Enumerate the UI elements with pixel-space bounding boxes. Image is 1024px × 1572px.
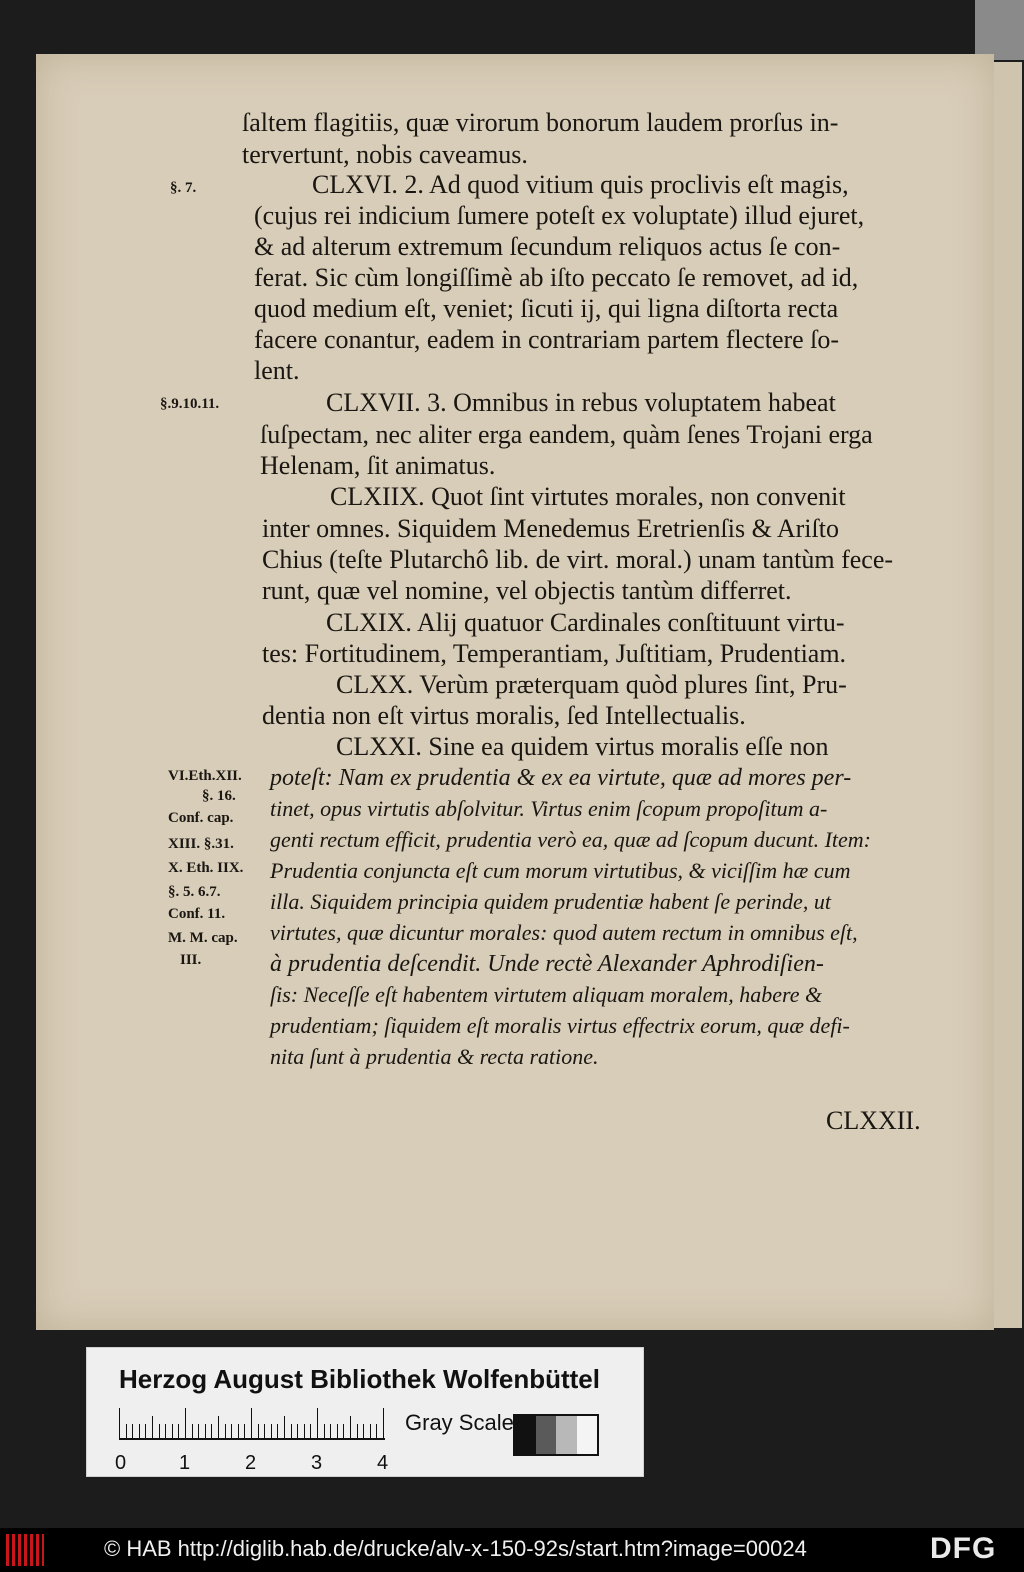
ruler-tick <box>218 1416 219 1438</box>
ruler-tick <box>238 1424 239 1438</box>
ruler-tick <box>310 1424 311 1438</box>
text-line: nita ſunt à prudentia & recta ratione. <box>270 1044 599 1069</box>
margin-note: X. Eth. IIX. <box>168 860 244 876</box>
ruler-tick <box>126 1424 127 1438</box>
ruler-tick <box>231 1424 232 1438</box>
ruler-tick <box>264 1424 265 1438</box>
ruler-tick <box>198 1424 199 1438</box>
facing-page-edge <box>994 62 1022 1328</box>
text-line: facere conantur, eadem in contrariam partem flectere ſo- <box>254 325 840 354</box>
ruler-tick <box>178 1424 179 1438</box>
text-line: & ad alterum extremum ſecundum reliquos actus ſe con- <box>254 232 841 261</box>
color-calibration-card <box>86 1347 644 1477</box>
footer-url[interactable]: © HAB http://diglib.hab.de/drucke/alv-x-150-92s/start.htm?image=00024 <box>104 1536 807 1561</box>
text-line: lent. <box>254 356 300 385</box>
margin-note: Conf. cap. <box>168 810 234 826</box>
gray-swatch-cell <box>577 1416 598 1454</box>
ruler-tick <box>152 1416 153 1438</box>
text-line: prudentiam; ſiquidem eſt moralis virtus effectrix eorum, quæ defi- <box>270 1013 850 1038</box>
gray-swatch-cell <box>515 1416 536 1454</box>
text-line: ferat. Sic cùm longiſſimè ab iſto peccato ſe removet, ad id, <box>254 263 859 292</box>
ruler-tick <box>271 1424 272 1438</box>
ruler-tick <box>165 1424 166 1438</box>
ruler-tick <box>357 1424 358 1438</box>
ruler-tick <box>205 1424 206 1438</box>
text-line: CLXX. Verùm præterquam quòd plures ſint, Pru- <box>336 670 847 699</box>
ruler-tick <box>284 1416 285 1438</box>
ruler-tick <box>304 1424 305 1438</box>
gray-scale-label: Gray Scale <box>405 1410 514 1435</box>
text-line: virtutes, quæ dicuntur morales: quod autem rectum in omnibus eſt, <box>270 920 858 945</box>
ruler-tick <box>324 1424 325 1438</box>
margin-note: §.9.10.11. <box>160 396 220 412</box>
text-line: CLXXI. Sine ea quidem virtus moralis eſſe non <box>336 732 829 761</box>
ruler-tick <box>376 1424 377 1438</box>
text-line: Prudentia conjuncta eſt cum morum virtutibus, & viciſſim hæ cum <box>270 858 851 883</box>
ruler-tick <box>225 1424 226 1438</box>
ruler-tick <box>363 1424 364 1438</box>
text-line: inter omnes. Siquidem Menedemus Eretrienſis & Ariſto <box>262 514 839 543</box>
text-line: ſis: Neceſſe eſt habentem virtutem aliquam moralem, habere & <box>270 982 823 1007</box>
gray-swatch-cell <box>536 1416 557 1454</box>
book-page <box>36 54 994 1330</box>
barcode-icon <box>6 1534 44 1566</box>
text-line: CLXVI. 2. Ad quod vitium quis proclivis eſt magis, <box>312 170 849 199</box>
margin-note: §. 16. <box>202 788 236 804</box>
gray-swatch-cell <box>556 1416 577 1454</box>
ruler-tick <box>159 1424 160 1438</box>
text-line: runt, quæ vel nomine, vel objectis tantùm differret. <box>262 576 792 605</box>
ruler-tick <box>132 1424 133 1438</box>
ruler-tick <box>185 1408 186 1438</box>
text-line: Chius (teſte Plutarchô lib. de virt. moral.) unam tantùm fece- <box>262 545 894 574</box>
text-line: (cujus rei indicium ſumere poteſt ex voluptate) illud ejuret, <box>254 201 865 230</box>
ruler-tick <box>211 1424 212 1438</box>
text-line: illa. Siquidem principia quidem prudentiæ habent ſe perinde, ut <box>270 889 831 914</box>
ruler-tick <box>317 1408 318 1438</box>
library-name: Herzog August Bibliothek Wolfenbüttel <box>119 1364 600 1394</box>
scale-number: 3 <box>311 1452 323 1474</box>
ruler-tick <box>145 1424 146 1438</box>
ruler-tick <box>383 1408 384 1438</box>
gray-scale-swatch <box>513 1414 599 1456</box>
margin-note: VI.Eth.XII. <box>168 768 242 784</box>
margin-note: M. M. cap. <box>168 930 238 946</box>
margin-note: XIII. §.31. <box>168 836 234 852</box>
text-line: tervertunt, nobis caveamus. <box>242 140 528 169</box>
text-line: quod medium eſt, veniet; ſicuti ij, qui ligna diſtorta recta <box>254 294 839 323</box>
ruler-tick <box>330 1424 331 1438</box>
ruler-tick <box>297 1424 298 1438</box>
scale-ruler <box>119 1406 385 1440</box>
ruler-tick <box>244 1424 245 1438</box>
dfg-logo: DFG <box>930 1532 997 1565</box>
ruler-tick <box>350 1416 351 1438</box>
ruler-tick <box>251 1408 252 1438</box>
margin-note: III. <box>180 952 202 968</box>
ruler-tick <box>258 1424 259 1438</box>
margin-note: §. 7. <box>170 180 197 196</box>
text-line: tes: Fortitudinem, Temperantiam, Juſtitiam, Prudentiam. <box>262 639 847 668</box>
ruler-tick <box>139 1424 140 1438</box>
text-line: ſaltem flagitiis, quæ virorum bonorum laudem prorſus in- <box>242 108 839 137</box>
scale-number: 4 <box>377 1452 389 1474</box>
catchword: CLXXII. <box>826 1106 921 1135</box>
margin-note: Conf. 11. <box>168 906 226 922</box>
ruler-tick <box>172 1424 173 1438</box>
text-line: CLXIX. Alij quatuor Cardinales conſtituunt virtu- <box>326 608 845 637</box>
ruler-tick <box>337 1424 338 1438</box>
scale-number: 0 <box>115 1452 127 1474</box>
text-line: Helenam, ſit animatus. <box>260 451 496 480</box>
text-line: poteſt: Nam ex prudentia & ex ea virtute, quæ ad mores per- <box>270 765 852 791</box>
text-line: à prudentia deſcendit. Unde rectè Alexander Aphrodiſien- <box>270 951 824 977</box>
scale-number: 2 <box>245 1452 257 1474</box>
text-line: dentia non eſt virtus moralis, ſed Intellectualis. <box>262 701 746 730</box>
scan-edge <box>975 0 1024 60</box>
text-line: ſuſpectam, nec aliter erga eandem, quàm ſenes Trojani erga <box>260 420 873 449</box>
ruler-tick <box>370 1424 371 1438</box>
ruler-tick <box>192 1424 193 1438</box>
scale-number: 1 <box>179 1452 191 1474</box>
ruler-tick <box>291 1424 292 1438</box>
ruler-tick <box>277 1424 278 1438</box>
margin-note: §. 5. 6.7. <box>168 884 221 900</box>
ruler-tick <box>343 1424 344 1438</box>
footer-bar <box>0 1528 1024 1572</box>
text-line: genti rectum efficit, prudentia verò ea, quæ ad ſcopum ducunt. Item: <box>270 827 871 852</box>
text-line: CLXVII. 3. Omnibus in rebus voluptatem habeat <box>326 388 836 417</box>
text-line: tinet, opus virtutis abſolvitur. Virtus enim ſcopum propoſitum a- <box>270 796 828 821</box>
ruler-tick <box>119 1408 120 1438</box>
text-line: CLXIIX. Quot ſint virtutes morales, non convenit <box>330 482 846 511</box>
